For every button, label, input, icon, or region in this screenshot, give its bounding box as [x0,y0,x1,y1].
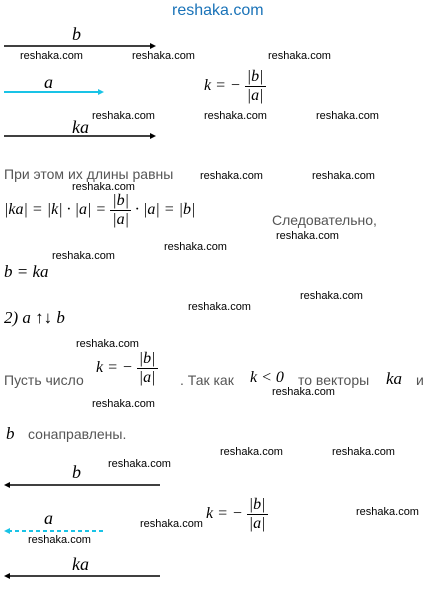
watermark: reshaka.com [220,446,283,458]
watermark: reshaka.com [272,386,335,398]
consequently-text: Следовательно, [272,212,377,228]
watermark: reshaka.com [92,110,155,122]
vector-a-label-bottom: a [44,508,53,528]
watermark: reshaka.com [312,170,375,182]
k-def-formula-inline: k = − $\frac{|b|}{|a|}$ [96,350,156,386]
watermark: reshaka.com [28,534,91,546]
case-2-heading: 2) a ↑↓ b [4,308,65,327]
watermark: reshaka.com [316,110,379,122]
codirected-text: сонаправлены. [28,426,127,442]
watermark: reshaka.com [268,50,331,62]
lengths-equation: |ka| = |k| · |a| = $\frac{|b|}{|a|}$ · |a| = |b| [4,192,196,228]
watermark: reshaka.com [204,110,267,122]
watermark: reshaka.com [140,518,203,530]
then-vectors-text: то векторы [298,372,370,388]
vector-b-inline: b [6,424,15,443]
k-def-formula-bottom: k = − $\frac{|b|}{|a|}$ [206,496,266,532]
watermark: reshaka.com [92,398,155,410]
watermark: reshaka.com [188,301,251,313]
b-equals-ka: b = ka [4,262,49,281]
watermark: reshaka.com [356,506,419,518]
vector-a-label-top: a [44,72,53,92]
watermark: reshaka.com [332,446,395,458]
watermark: reshaka.com [300,290,363,302]
watermark: reshaka.com [200,170,263,182]
watermark: reshaka.com [164,241,227,253]
watermark: reshaka.com [72,181,135,193]
watermark: reshaka.com [132,50,195,62]
watermark: reshaka.com [20,50,83,62]
let-number-text: Пусть число [4,372,84,388]
vector-ka-label-top: ka [72,117,89,137]
vector-b-label-bottom: b [72,462,81,482]
k-negative: k < 0 [250,369,284,386]
vector-ka-label-bottom: ka [72,554,89,574]
k-def-formula-top: k = − $\frac{|b|}{|a|}$ [204,68,264,104]
watermark: reshaka.com [276,230,339,242]
watermark: reshaka.com [52,250,115,262]
since-text: . Так как [180,372,234,388]
watermark: reshaka.com [76,338,139,350]
watermark: reshaka.com [108,458,171,470]
and-text: и [416,372,424,388]
paragraph-lengths: При этом их длины равны [4,166,174,182]
site-brand[interactable]: reshaka.com [172,2,264,19]
vector-b-label-top: b [72,24,81,44]
vector-ka-inline: ka [386,369,403,388]
